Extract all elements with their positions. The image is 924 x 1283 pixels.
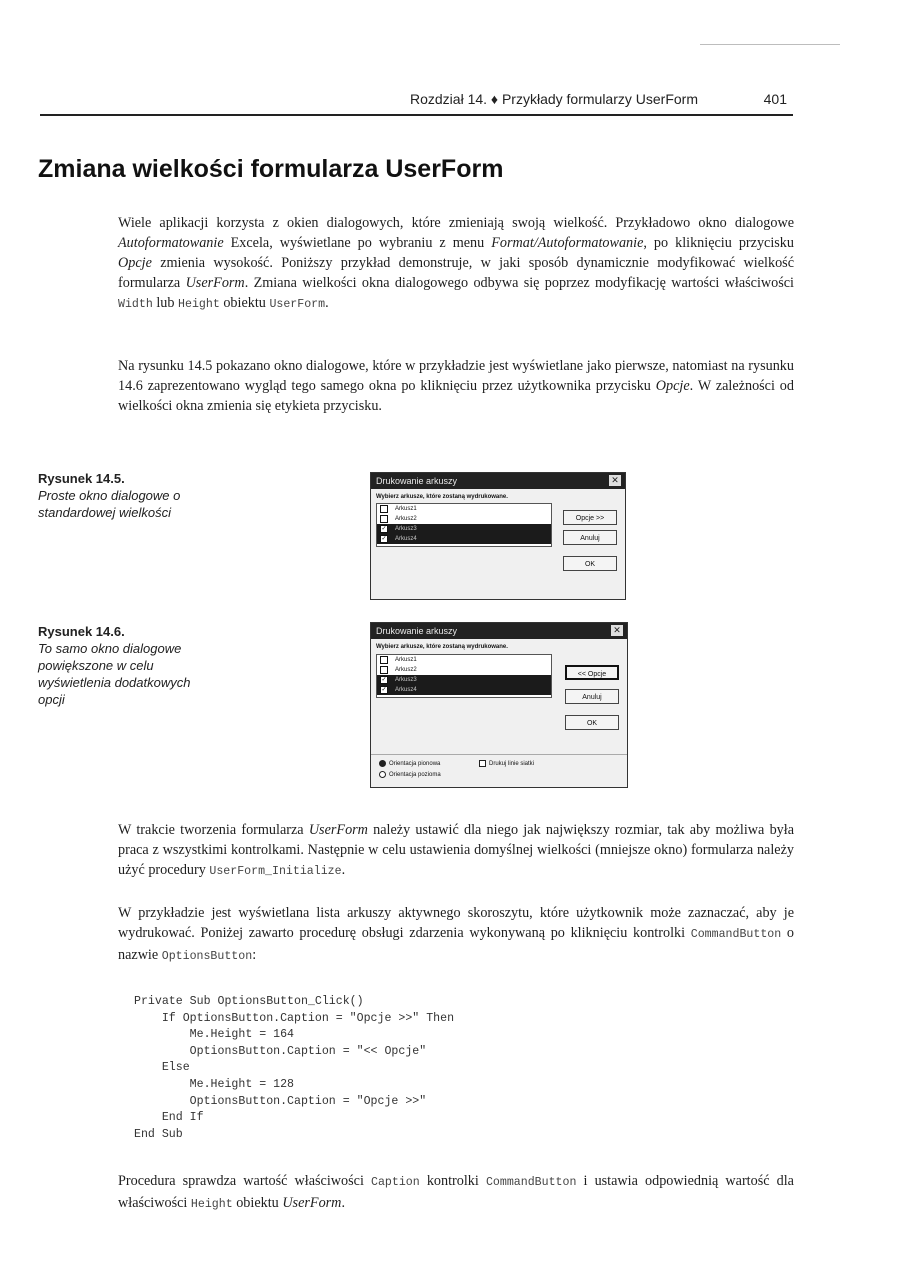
list-item[interactable] [377,655,551,665]
dialog-titlebar [371,473,625,489]
text: Wiele aplikacji korzysta z okien dialogowych, które zmieniają swoją wielkość. Przykładowo okno dialogowe [118,215,794,231]
radio-selected-icon [379,760,386,767]
radio-icon [379,771,386,778]
code-line: Me.Height = 128 [134,1077,295,1091]
code-line: Else [134,1061,190,1075]
term: Opcje [655,378,690,394]
code-term: UserForm [269,298,326,311]
cancel-button[interactable]: Anuluj [565,689,619,704]
term: Opcje [118,255,152,271]
text: W trakcie tworzenia formularza [118,822,309,838]
item-label: Arkusz1 [395,657,417,663]
ok-button[interactable]: OK [565,715,619,730]
list-item[interactable] [377,524,551,534]
page-number: 401 [763,91,787,107]
checkbox[interactable] [380,656,388,664]
list-item[interactable] [377,504,551,514]
checkbox-icon [479,760,486,767]
item-label: Arkusz3 [395,677,417,683]
figure-caption-14-5 [38,470,208,521]
figure-description: To samo okno dialogowe powiększone w celu wyświetlenia dodatkowych opcji [38,641,191,707]
code-line: If OptionsButton.Caption = "Opcje >>" Then [134,1011,455,1025]
text: i ustawia odpowiednią wartość dla właściwości [118,1173,794,1211]
item-label: Arkusz2 [395,516,417,522]
text: . [341,862,346,878]
text: W przykładzie jest wyświetlana lista arkuszy aktywnego skoroszytu, które użytkownik może zaznaczać, aby je wydrukować. Poniżej zawarto procedurę obsługi zdarzenia wykonywaną po kliknięciu kontrolki [118,905,794,941]
option-label: Orientacja pozioma [389,772,441,779]
checkbox[interactable] [380,505,388,513]
item-label: Arkusz2 [395,667,417,673]
checkbox-checked[interactable]: ✓ [381,536,387,542]
text: o nazwie [118,925,795,963]
item-label: Arkusz1 [395,506,417,512]
ok-button[interactable]: OK [563,556,617,571]
code-term: Width [118,298,153,311]
text: , po kliknięciu przycisku [643,235,794,251]
figure-number: Rysunek 14.6. [38,624,125,639]
radio-landscape[interactable] [379,771,441,778]
close-icon[interactable]: ✕ [609,475,621,486]
list-item[interactable] [377,675,551,685]
code-listing [134,994,454,1143]
code-line: OptionsButton.Caption = "<< Opcje" [134,1044,427,1058]
term: Format/Autoformatowanie [491,235,644,251]
text: . [341,1195,345,1211]
text: kontrolki [419,1173,486,1189]
code-line: Me.Height = 164 [134,1028,295,1042]
option-label: Orientacja pionowa [389,761,441,768]
code-term: Height [178,298,220,311]
close-icon[interactable]: ✕ [611,625,623,636]
figure-description: Proste okno dialogowe o standardowej wielkości [38,488,181,520]
paragraph-initialize [118,820,794,882]
dialog-figure-14-5 [370,472,626,600]
options-button[interactable]: << Opcje [565,665,619,680]
figure-caption-14-6 [38,623,208,708]
paragraph-example [118,903,794,967]
text: Na rysunku 14.5 pokazano okno dialogowe, które w przykładzie jest wyświetlane jako pierwsze, natomiast na rysunku 14.6 zaprezentowano wygląd tego samego okna po kliknięciu przez użytkownika przycisku [118,358,794,394]
item-label: Arkusz4 [395,687,417,693]
paragraph-summary [118,1171,794,1215]
option-label: Drukuj linie siatki [489,761,535,768]
code-line: OptionsButton.Caption = "Opcje >>" [134,1094,427,1108]
options-divider [371,754,627,755]
sheet-list[interactable] [376,503,552,547]
item-label: Arkusz4 [395,536,417,542]
checkbox-checked[interactable]: ✓ [381,687,387,693]
options-button[interactable]: Opcje >> [563,510,617,525]
term: UserForm [282,1195,342,1211]
item-label: Arkusz3 [395,526,417,532]
cancel-button[interactable]: Anuluj [563,530,617,545]
dialog-title: Drukowanie arkuszy [376,476,458,486]
text: należy ustawić dla niego jak największy rozmiar, tak aby możliwa była praca z wszystkimi kontrolkami. Następnie w celu ustawienia domyślnej wielkości (mniejsze okno) formularza należy użyć procedury [118,822,795,878]
scan-edge-line [700,44,840,45]
list-item[interactable] [377,514,551,524]
text: zmienia wysokość. Poniższy przykład demonstruje, w jaki sposób dynamicznie modyfikować wielkość formularza [118,255,794,291]
dialog-figure-14-6 [370,622,628,788]
dialog-prompt: Wybierz arkusze, które zostaną wydrukowane. [376,494,508,500]
checkbox-checked[interactable]: ✓ [381,526,387,532]
dialog-title: Drukowanie arkuszy [376,626,458,636]
code-term: OptionsButton [161,950,253,963]
text: obiektu [232,1195,283,1211]
text: . W zależności od wielkości okna zmienia się etykieta przycisku. [118,378,794,414]
header-rule [40,114,793,116]
list-item[interactable] [377,665,551,675]
code-line: End Sub [134,1127,183,1141]
code-term: Height [190,1198,233,1211]
paragraph-figures [118,356,794,416]
code-term: CommandButton [485,1176,577,1189]
chapter-title: Rozdział 14. ♦ Przykłady formularzy UserForm [410,91,698,107]
code-term: Caption [371,1176,420,1189]
section-title: Zmiana wielkości formularza UserForm [38,155,504,183]
text: lub [152,295,179,311]
dialog-prompt: Wybierz arkusze, które zostaną wydrukowane. [376,644,508,650]
checkbox-checked[interactable]: ✓ [381,677,387,683]
code-line: Private Sub OptionsButton_Click() [134,995,364,1008]
term: UserForm [308,822,368,838]
text: Procedura sprawdza wartość właściwości [118,1173,371,1189]
list-item[interactable] [377,685,551,695]
code-term: UserForm_Initialize [209,865,342,878]
running-header [40,88,793,112]
list-item[interactable] [377,534,551,544]
code-term: CommandButton [690,928,782,941]
term: UserForm [185,275,245,291]
text: . [325,295,329,311]
text: obiektu [219,295,270,311]
code-line: End If [134,1111,204,1125]
sheet-list[interactable] [376,654,552,698]
radio-portrait[interactable] [379,760,440,767]
text: Excela, wyświetlane po wybraniu z menu [223,235,492,251]
checkbox-gridlines[interactable] [479,760,534,767]
figure-number: Rysunek 14.5. [38,471,125,486]
term: Autoformatowanie [118,235,224,251]
checkbox[interactable] [380,515,388,523]
paragraph-intro [118,213,794,315]
checkbox[interactable] [380,666,388,674]
text: . Zmiana wielkości okna dialogowego odbywa się poprzez modyfikację wartości właściwości [244,275,794,291]
text: : [252,947,257,963]
dialog-titlebar [371,623,627,639]
